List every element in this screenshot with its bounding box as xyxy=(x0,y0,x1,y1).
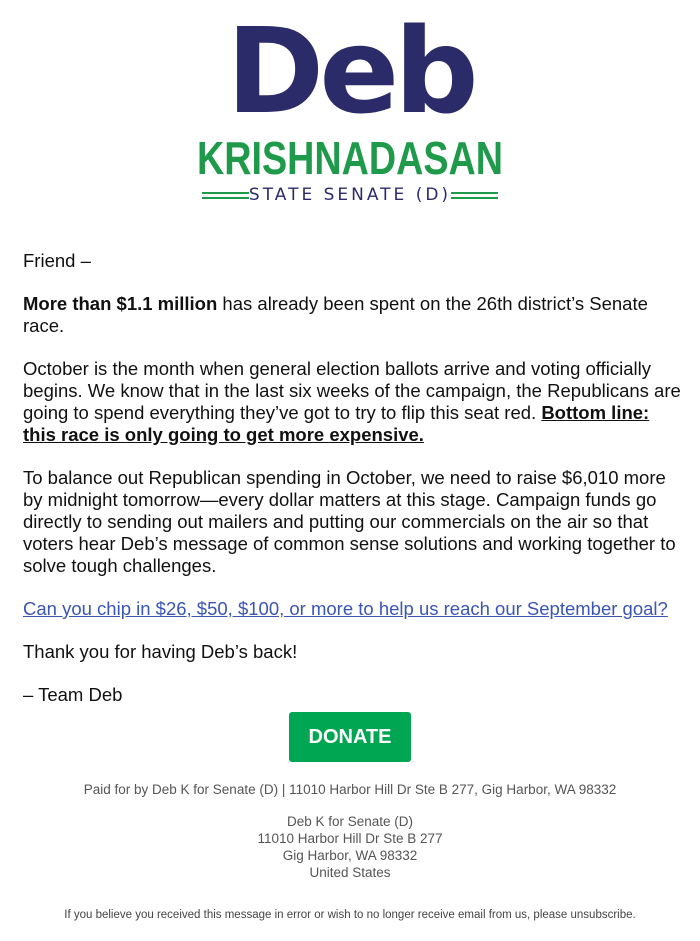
spending-rest: has already been spent on the 26th district’s Senate race. xyxy=(23,293,648,336)
address-line-2: 11010 Harbor Hill Dr Ste B 277 xyxy=(257,831,443,846)
email-body xyxy=(23,250,683,727)
logo-first-name: Deb xyxy=(226,2,474,140)
logo-office xyxy=(202,184,498,206)
spending-paragraph xyxy=(23,293,683,337)
address-line-3: Gig Harbor, WA 98332 xyxy=(282,848,418,863)
campaign-logo xyxy=(0,0,700,228)
bottom-line-emphasis: Bottom line: this race is only going to get more expensive. xyxy=(23,402,650,445)
chip-in-link[interactable]: Can you chip in $26, $50, $100, or more to help us reach our September goal? xyxy=(23,598,668,619)
paid-for-disclaimer: Paid for by Deb K for Senate (D) | 11010 Harbor Hill Dr Ste B 277, Gig Harbor, WA 98332 xyxy=(83,782,617,797)
logo-last-name: KRISHNADASAN xyxy=(197,132,503,184)
address-line-4: United States xyxy=(309,865,391,880)
unsubscribe-notice[interactable]: If you believe you received this message in error or wish to no longer receive email from us, please unsubscribe. xyxy=(64,909,636,921)
greeting: Friend – xyxy=(23,250,91,271)
address-line-1: Deb K for Senate (D) xyxy=(286,814,414,829)
donate-button[interactable]: DONATE xyxy=(289,712,411,762)
logo-left-lines xyxy=(202,192,249,199)
fundraising-paragraph: To balance out Republican spending in October, we need to raise $6,010 more by midnight tomorrow—every dollar matters at this stage. Campaign funds go directly to sending out mailers and putting our commercials on the air so that voters hear Deb’s message of common sense solutions and working together to solve tough challenges. xyxy=(23,467,676,576)
october-text: October is the month when general election ballots arrive and voting officially begins. We know that in the last six weeks of the campaign, the Republicans are going to spend everything they’ve got to try to flip this seat red. xyxy=(23,358,681,423)
mailing-address xyxy=(0,813,700,881)
thanks-text: Thank you for having Deb’s back! xyxy=(23,641,298,662)
signoff-text: – Team Deb xyxy=(23,684,123,705)
spending-amount: More than $1.1 million xyxy=(23,293,218,314)
logo-office-text: STATE SENATE (D) xyxy=(248,185,452,205)
logo-right-lines xyxy=(451,192,498,199)
october-paragraph xyxy=(23,358,683,446)
